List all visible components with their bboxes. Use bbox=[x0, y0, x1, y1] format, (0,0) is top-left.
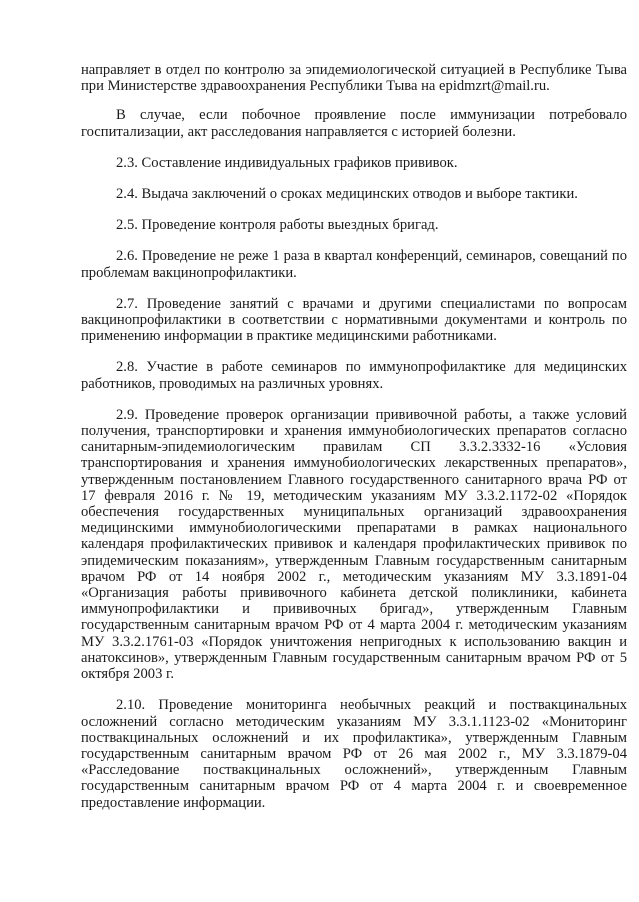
paragraph-2-9: 2.9. Проведение проверок организации прививочной работы, а также условий получения, транспортировки и хранения иммунобиологических препаратов согласно санитарным-эпидемиологическим правилам СП 3.3.2.3332-16 «Условия транспортирования и хранения иммунобиологических лекарственных препаратов», утвержденным постановлением Главного государственного санитарного врача РФ от 17 февраля 2016 г. № 19, методическим указаниям МУ 3.3.2.1172-02 «Порядок обеспечения государственных муниципальных организаций здравоохранения медицинскими иммунобиологическими препаратами в рамках национального календаря профилактических прививок и календаря профилактических прививок по эпидемическим показаниям», утвержденным Главным государственным санитарным врачом РФ от 14 ноября 2002 г., методическим указаниям МУ 3.3.1891-04 «Организация работы прививочного кабинета детской поликлиники, кабинета иммунопрофилактики и прививочных бригад», утвержденным Главным государственным санитарным врачом РФ от 4 марта 2004 г. методическим указаниям МУ 3.3.2.1761-03 «Порядок уничтожения непригодных к использованию вакцин и анатоксинов», утвержденным Главным государственным санитарным врачом РФ от 5 октября 2003 г. bbox=[81, 406, 627, 683]
paragraph-2-4: 2.4. Выдача заключений о сроках медицинских отводов и выборе тактики. bbox=[116, 186, 578, 203]
paragraph-2-5: 2.5. Проведение контроля работы выездных бригад. bbox=[116, 217, 439, 234]
paragraph-2-3: 2.3. Составление индивидуальных графиков прививок. bbox=[116, 154, 458, 171]
document-body bbox=[81, 62, 627, 811]
paragraph-continuation: направляет в отдел по контролю за эпидемиологической ситуацией в Республике Тыва при Министерстве здравоохранения Республики Тыва на epidmzrt@mail.ru. bbox=[81, 62, 627, 95]
paragraph-2-8: 2.8. Участие в работе семинаров по иммунопрофилактике для медицинских работников, проводимых на различных уровнях. bbox=[81, 359, 627, 392]
paragraph-2-10: 2.10. Проведение мониторинга необычных реакций и поствакцинальных осложнений согласно методическим указаниям МУ 3.3.1.1123-02 «Мониторинг поствакцинальных осложнений и их профилактика», утвержденным Главным государственным санитарным врачом РФ от 26 мая 2002 г., МУ 3.3.1879-04 «Расследование поствакцинальных осложнений», утвержденным Главным государственным санитарным врачом РФ от 4 марта 2004 г. и своевременное предоставление информации. bbox=[81, 697, 627, 811]
paragraph-2-6: 2.6. Проведение не реже 1 раза в квартал конференций, семинаров, совещаний по проблемам вакцинопрофилактики. bbox=[81, 248, 627, 281]
paragraph-hospitalization: В случае, если побочное проявление после иммунизации потребовало госпитализации, акт расследования направляется с историей болезни. bbox=[81, 107, 627, 140]
paragraph-2-7: 2.7. Проведение занятий с врачами и другими специалистами по вопросам вакцинопрофилактики в соответствии с нормативными документами и контроль по применению информации в практике медицинскими работниками. bbox=[81, 295, 627, 345]
